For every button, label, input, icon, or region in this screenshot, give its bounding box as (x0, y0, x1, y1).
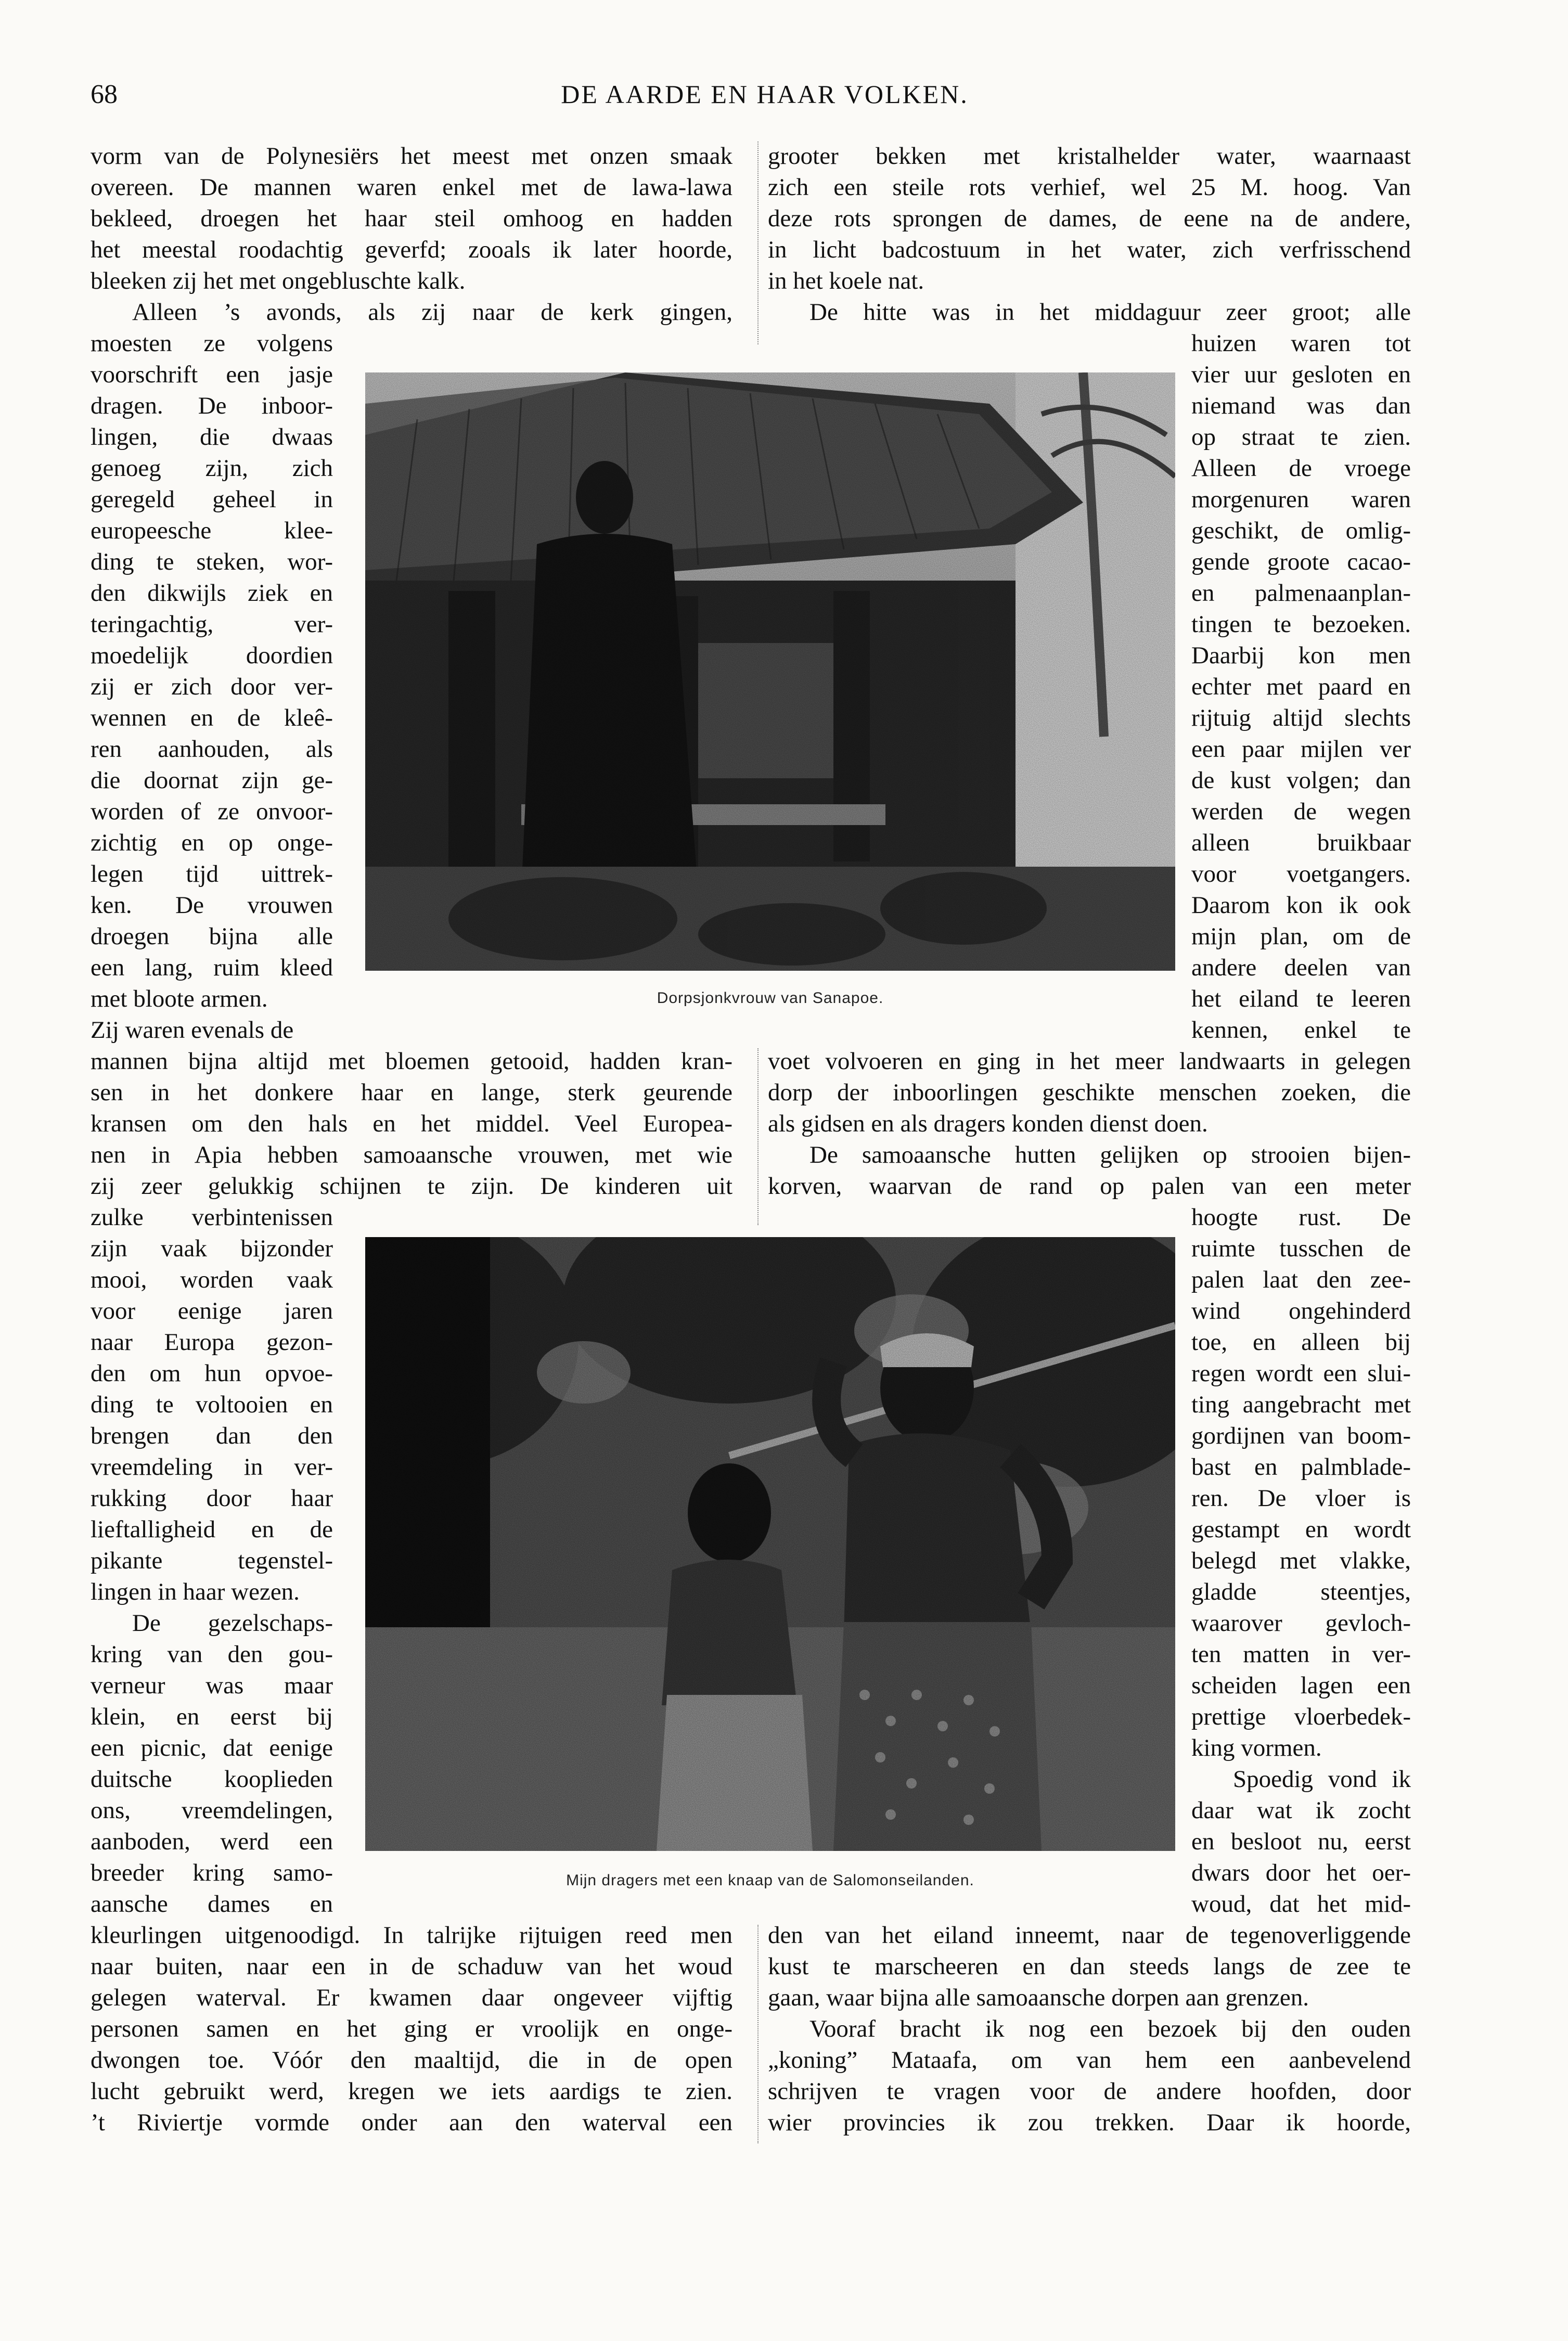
text-line: zijn vaak bijzonder (91, 1235, 333, 1262)
text-line: zij zeer gelukkig schijnen te zijn. De kinderen uit (91, 1173, 732, 1200)
text-line: niemand was dan (1191, 392, 1411, 419)
text-line: werden de wegen (1191, 798, 1411, 825)
text-line: geregeld geheel in (91, 486, 333, 513)
figure-caption: Mijn dragers met een knaap van de Salomonseilanden. (566, 1872, 974, 1889)
text-line: wennen en de kleê- (91, 704, 333, 731)
text-line: in het koele nat. (768, 267, 924, 294)
text-line: Alleen de vroege (1191, 455, 1411, 482)
text-line: gestampt en wordt (1191, 1516, 1411, 1543)
text-line: toe, en alleen bij (1191, 1329, 1411, 1356)
text-line: korven, waarvan de rand op palen van een meter (768, 1173, 1411, 1200)
text-line: den van het eiland inneemt, naar de tegenoverliggende (768, 1922, 1411, 1949)
text-line: ren aanhouden, als (91, 736, 333, 763)
text-line: voor voetgangers. (1191, 860, 1411, 887)
text-line: bast en palmblade- (1191, 1454, 1411, 1481)
text-line: De samoaansche hutten gelijken op strooien bijen- (809, 1141, 1411, 1168)
text-line: teringachtig, ver- (91, 611, 333, 638)
text-line: echter met paard en (1191, 673, 1411, 700)
text-line: en palmenaanplan- (1191, 580, 1411, 607)
text-line: vorm van de Polynesiërs het meest met onzen smaak (91, 143, 732, 170)
text-line: personen samen en het ging er vroolijk en onge- (91, 2015, 732, 2042)
text-line: „koning” Mataafa, om van hem een aanbevelend (768, 2047, 1411, 2074)
text-line: kleurlingen uitgenoodigd. In talrijke rijtuigen reed men (91, 1922, 732, 1949)
text-line: dwars door het oer- (1191, 1859, 1411, 1886)
text-line: gordijnen van boom- (1191, 1422, 1411, 1449)
text-line: met bloote armen. (91, 985, 268, 1012)
running-title: DE AARDE EN HAAR VOLKEN. (561, 80, 969, 109)
photo-carriers (365, 1237, 1175, 1851)
text-line: duitsche kooplieden (91, 1766, 333, 1793)
text-line: zulke verbintenissen (91, 1204, 333, 1231)
text-line: zij er zich door ver- (91, 673, 333, 700)
text-line: mooi, worden vaak (91, 1266, 333, 1293)
text-line: Daarbij kon men (1191, 642, 1411, 669)
text-line: europeesche klee- (91, 517, 333, 544)
text-line: moedelijk doordien (91, 642, 333, 669)
text-line: voor eenige jaren (91, 1297, 333, 1324)
text-line: naar Europa gezon- (91, 1329, 333, 1356)
text-line: ting aangebracht met (1191, 1391, 1411, 1418)
text-line: ten matten in ver- (1191, 1641, 1411, 1668)
text-line: wier provincies ik zou trekken. Daar ik hoorde, (768, 2109, 1411, 2136)
text-line: verneur was maar (91, 1672, 333, 1699)
text-line: aanboden, werd een (91, 1828, 333, 1855)
text-line: mijn plan, om de (1191, 923, 1411, 950)
text-line: hoogte rust. De (1191, 1204, 1411, 1231)
text-line: dorp der inboorlingen geschikte menschen zoeken, die (768, 1079, 1411, 1106)
text-line: een paar mijlen ver (1191, 736, 1411, 763)
text-line: tingen te bezoeken. (1191, 611, 1411, 638)
text-line: huizen waren tot (1191, 330, 1411, 357)
text-line: genoeg zijn, zich (91, 455, 333, 482)
text-line: gende groote cacao- (1191, 548, 1411, 575)
text-line: den om hun opvoe- (91, 1360, 333, 1387)
text-line: dwongen toe. Vóór den maaltijd, die in de open (91, 2047, 732, 2074)
text-line: gladde steentjes, (1191, 1578, 1411, 1605)
text-line: kring van den gou- (91, 1641, 333, 1668)
text-line: bekleed, droegen het haar steil omhoog en hadden (91, 205, 732, 232)
text-line: zichtig en op onge- (91, 829, 333, 856)
text-line: aansche dames en (91, 1890, 333, 1918)
text-line: lucht gebruikt werd, kregen we iets aardigs te zien. (91, 2078, 732, 2105)
text-line: die doornat zijn ge- (91, 767, 333, 794)
text-line: voet volvoeren en ging in het meer landwaarts in gelegen (768, 1048, 1411, 1075)
text-line: vier uur gesloten en (1191, 361, 1411, 388)
text-line: worden of ze onvoor- (91, 798, 333, 825)
column-divider (757, 1925, 759, 2143)
text-line: lieftalligheid en de (91, 1516, 333, 1543)
text-line: naar buiten, naar een in de schaduw van het woud (91, 1953, 732, 1980)
text-line: ren. De vloer is (1191, 1485, 1411, 1512)
text-line: droegen bijna alle (91, 923, 333, 950)
text-line: ding te voltooien en (91, 1391, 333, 1418)
text-line: grooter bekken met kristalhelder water, waarnaast (768, 143, 1411, 170)
text-line: deze rots sprongen de dames, de eene na de andere, (768, 205, 1411, 232)
text-line: Daarom kon ik ook (1191, 892, 1411, 919)
text-line: klein, en eerst bij (91, 1703, 333, 1730)
text-line: schrijven te vragen voor de andere hoofden, door (768, 2078, 1411, 2105)
text-line: rukking door haar (91, 1485, 333, 1512)
text-line: overeen. De mannen waren enkel met de lawa-lawa (91, 174, 732, 201)
text-line: alleen bruikbaar (1191, 829, 1411, 856)
text-line: De hitte was in het middaguur zeer groot; alle (809, 299, 1411, 326)
text-line: nen in Apia hebben samoaansche vrouwen, met wie (91, 1141, 732, 1168)
text-line: lingen, die dwaas (91, 423, 333, 451)
text-line: de kust volgen; dan (1191, 767, 1411, 794)
text-line: kransen om den hals en het middel. Veel Europea- (91, 1110, 732, 1137)
text-line: palen laat den zee- (1191, 1266, 1411, 1293)
text-line: ’t Riviertje vormde onder aan den waterval een (91, 2109, 732, 2136)
text-line: bleeken zij het met ongebluschte kalk. (91, 267, 466, 294)
text-line: zich een steile rots verhief, wel 25 M. hoog. Van (768, 174, 1411, 201)
text-line: lingen in haar wezen. (91, 1578, 300, 1605)
text-line: Alleen ’s avonds, als zij naar de kerk gingen, (132, 299, 732, 326)
column-divider (757, 142, 759, 344)
text-line: voorschrift een jasje (91, 361, 333, 388)
figure-caption: Dorpsjonkvrouw van Sanapoe. (657, 989, 884, 1007)
text-line: een lang, ruim kleed (91, 954, 333, 981)
text-line: dragen. De inboor- (91, 392, 333, 419)
text-line: ons, vreemdelingen, (91, 1797, 333, 1824)
text-line: mannen bijna altijd met bloemen getooid, hadden kran- (91, 1048, 732, 1075)
text-line: ding te steken, wor- (91, 548, 333, 575)
text-line: gelegen waterval. Er kwamen daar ongeveer vijftig (91, 1984, 732, 2011)
text-line: rijtuig altijd slechts (1191, 704, 1411, 731)
text-line: Spoedig vond ik (1233, 1766, 1411, 1793)
page-number: 68 (91, 80, 118, 109)
text-line: en besloot nu, eerst (1191, 1828, 1411, 1855)
text-line: in licht badcostuum in het water, zich verfrisschend (768, 236, 1411, 263)
text-line: vreemdeling in ver- (91, 1454, 333, 1481)
text-line: scheiden lagen een (1191, 1672, 1411, 1699)
text-line: morgenuren waren (1191, 486, 1411, 513)
text-line: De gezelschaps- (132, 1610, 333, 1637)
text-line: waarover gevloch- (1191, 1610, 1411, 1637)
text-line: als gidsen en als dragers konden dienst doen. (768, 1110, 1208, 1137)
text-line: den dikwijls ziek en (91, 580, 333, 607)
text-line: breeder kring samo- (91, 1859, 333, 1886)
text-line: pikante tegenstel- (91, 1547, 333, 1574)
text-line: sen in het donkere haar en lange, sterk geurende (91, 1079, 732, 1106)
text-line: op straat te zien. (1191, 423, 1411, 451)
text-line: king vormen. (1191, 1734, 1322, 1761)
text-line: het meestal roodachtig geverfd; zooals ik later hoorde, (91, 236, 732, 263)
text-line: ruimte tusschen de (1191, 1235, 1411, 1262)
text-line: Zij waren evenals de (91, 1017, 294, 1044)
text-line: woud, dat het mid- (1191, 1890, 1411, 1918)
text-line: brengen dan den (91, 1422, 333, 1449)
text-line: kust te marscheeren en dan steeds langs de zee te (768, 1953, 1411, 1980)
text-line: het eiland te leeren (1191, 985, 1411, 1012)
text-line: gaan, waar bijna alle samoaansche dorpen aan grenzen. (768, 1984, 1309, 2011)
text-line: belegd met vlakke, (1191, 1547, 1411, 1574)
text-line: Vooraf bracht ik nog een bezoek bij den ouden (809, 2015, 1411, 2042)
text-line: daar wat ik zocht (1191, 1797, 1411, 1824)
text-line: wind ongehinderd (1191, 1297, 1411, 1324)
text-line: andere deelen van (1191, 954, 1411, 981)
text-line: prettige vloerbedek- (1191, 1703, 1411, 1730)
text-line: kennen, enkel te (1191, 1017, 1411, 1044)
text-line: een picnic, dat eenige (91, 1734, 333, 1761)
text-line: geschikt, de omlig- (1191, 517, 1411, 544)
photo-village-maiden (365, 372, 1175, 971)
text-line: regen wordt een slui- (1191, 1360, 1411, 1387)
text-line: legen tijd uittrek- (91, 860, 333, 887)
text-line: moesten ze volgens (91, 330, 333, 357)
column-divider (757, 1048, 759, 1225)
text-line: ken. De vrouwen (91, 892, 333, 919)
